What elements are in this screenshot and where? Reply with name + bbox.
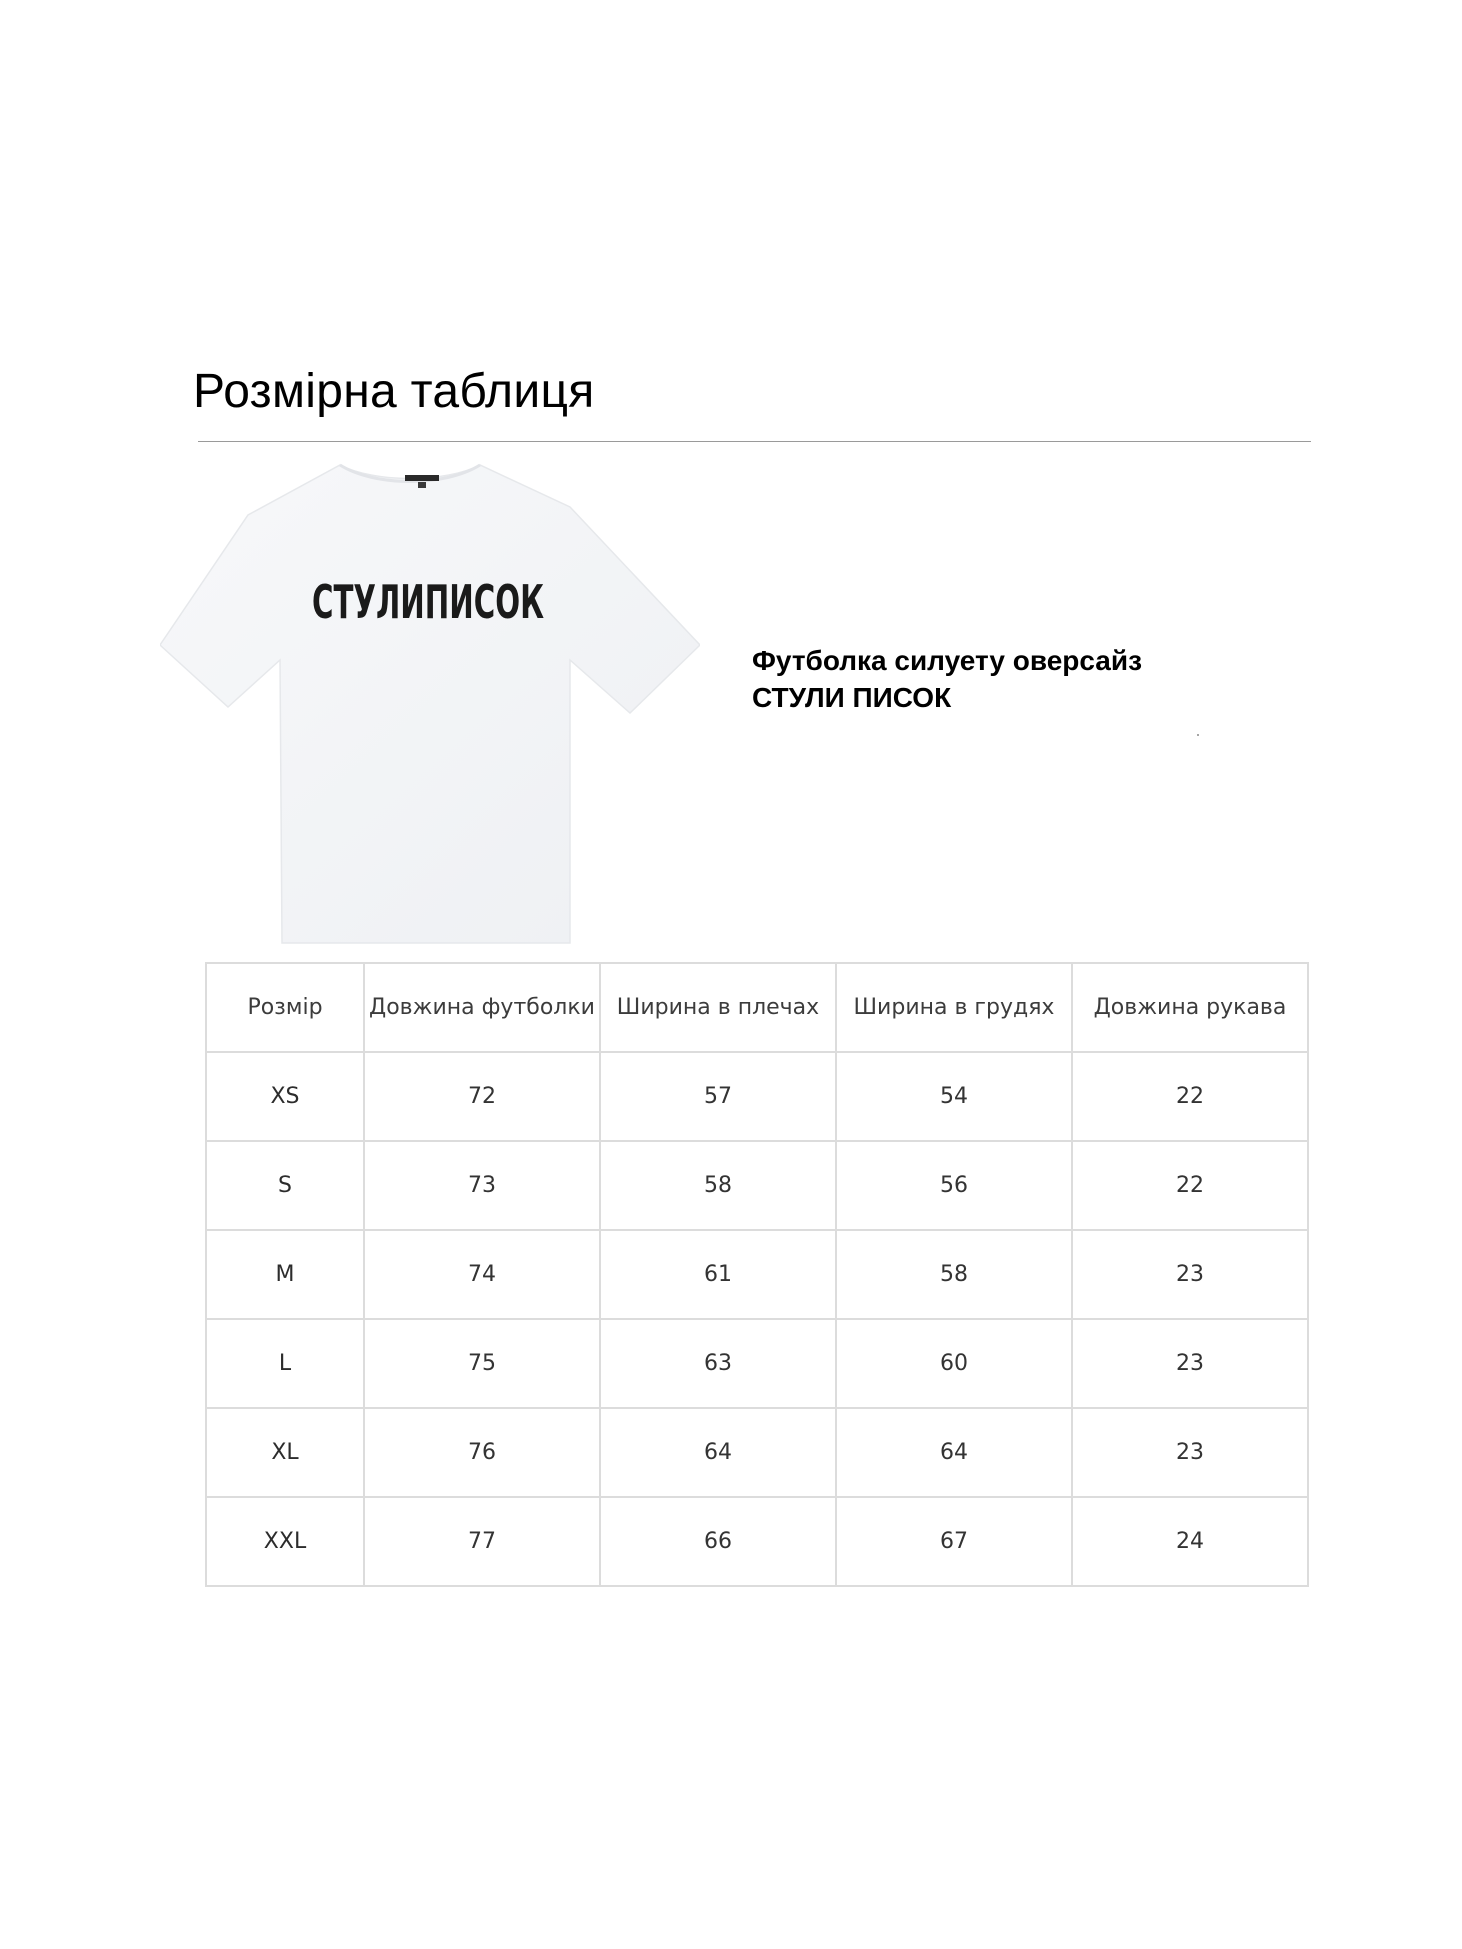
- header-length: Довжина футболки: [364, 963, 600, 1052]
- product-name-line2: СТУЛИ ПИСОК: [752, 682, 952, 713]
- length-cell: 76: [364, 1408, 600, 1497]
- tshirt-body: [160, 465, 700, 943]
- table-header-row: [206, 963, 1308, 1052]
- sleeve-cell: 24: [1072, 1497, 1308, 1586]
- chest-cell: 60: [836, 1319, 1072, 1408]
- table-row: [206, 1052, 1308, 1141]
- tshirt-print-text: СТУЛИПИСОК: [312, 575, 544, 629]
- header-shoulders: Ширина в плечах: [600, 963, 836, 1052]
- size-cell: L: [206, 1319, 364, 1408]
- shoulders-cell: 66: [600, 1497, 836, 1586]
- table-row: [206, 1141, 1308, 1230]
- length-cell: 74: [364, 1230, 600, 1319]
- header-size: Розмір: [206, 963, 364, 1052]
- chest-cell: 54: [836, 1052, 1072, 1141]
- neck-label: [405, 475, 439, 481]
- shoulders-cell: 61: [600, 1230, 836, 1319]
- table-row: [206, 1497, 1308, 1586]
- size-cell: M: [206, 1230, 364, 1319]
- page-title: Розмірна таблиця: [193, 365, 595, 418]
- length-cell: 77: [364, 1497, 600, 1586]
- sleeve-cell: 23: [1072, 1319, 1308, 1408]
- shoulders-cell: 64: [600, 1408, 836, 1497]
- table-row: [206, 1230, 1308, 1319]
- product-caption: [752, 642, 1142, 716]
- length-cell: 75: [364, 1319, 600, 1408]
- sleeve-cell: 23: [1072, 1408, 1308, 1497]
- tshirt-image: [160, 455, 700, 945]
- table-row: [206, 1319, 1308, 1408]
- chest-cell: 67: [836, 1497, 1072, 1586]
- header-chest: Ширина в грудях: [836, 963, 1072, 1052]
- size-cell: S: [206, 1141, 364, 1230]
- sleeve-cell: 23: [1072, 1230, 1308, 1319]
- decorative-dot: [1197, 734, 1199, 736]
- shoulders-cell: 57: [600, 1052, 836, 1141]
- length-cell: 73: [364, 1141, 600, 1230]
- title-divider: [198, 441, 1311, 442]
- size-cell: XL: [206, 1408, 364, 1497]
- size-table: [205, 962, 1309, 1587]
- sleeve-cell: 22: [1072, 1052, 1308, 1141]
- size-cell: XS: [206, 1052, 364, 1141]
- shoulders-cell: 58: [600, 1141, 836, 1230]
- length-cell: 72: [364, 1052, 600, 1141]
- chest-cell: 64: [836, 1408, 1072, 1497]
- sleeve-cell: 22: [1072, 1141, 1308, 1230]
- size-cell: XXL: [206, 1497, 364, 1586]
- product-name-line1: Футболка силуету оверсайз: [752, 645, 1142, 676]
- shoulders-cell: 63: [600, 1319, 836, 1408]
- chest-cell: 56: [836, 1141, 1072, 1230]
- header-sleeve: Довжина рукава: [1072, 963, 1308, 1052]
- table-row: [206, 1408, 1308, 1497]
- chest-cell: 58: [836, 1230, 1072, 1319]
